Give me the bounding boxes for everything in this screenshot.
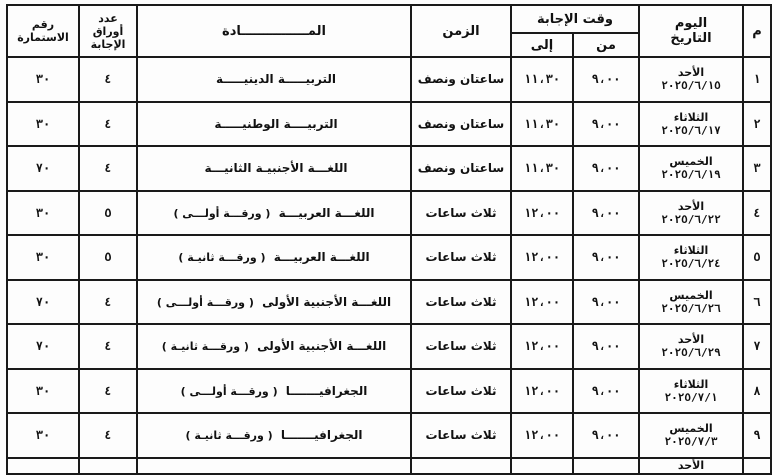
row-day-date xyxy=(639,413,743,458)
row-paper: ( ورقـــة ثانيـة ) xyxy=(178,251,266,265)
row-index: ١ xyxy=(743,57,771,102)
row-duration: ثلاث ساعات xyxy=(411,280,511,325)
row-date: ٢٠٢٥/٦/١٥ xyxy=(661,79,721,93)
row-sheets: ٤ xyxy=(79,324,137,369)
row-subject-cell xyxy=(137,324,411,369)
header-day-date xyxy=(639,5,743,57)
row-day-date xyxy=(639,191,743,236)
row-day-date xyxy=(639,102,743,147)
table-body xyxy=(7,57,771,474)
row-date: ٢٠٢٥/٧/١ xyxy=(664,390,718,404)
row-date: ٢٠٢٥/٦/٢٦ xyxy=(661,301,721,315)
row-form: ٣٠ xyxy=(7,369,79,414)
row-from: ٩،٠٠ xyxy=(573,57,639,102)
row-from: ٩،٠٠ xyxy=(573,102,639,147)
row-subject: اللغـــة العربيـــة xyxy=(278,205,375,220)
row-to: ١١،٣٠ xyxy=(511,102,573,147)
row-paper: ( ورقـــة ثانيـة ) xyxy=(185,429,273,443)
table-row xyxy=(7,102,771,147)
header-sheets-line3: الإجابة xyxy=(90,37,126,51)
row-subject: اللغـــة الأجنبية الأولى xyxy=(257,339,387,354)
row-day: الثلاثاء xyxy=(673,110,709,124)
row-to: ١٢،٠٠ xyxy=(511,191,573,236)
row-paper: ( ورقـــة أولـــى ) xyxy=(180,384,278,398)
header-duration: الزمن xyxy=(411,5,511,57)
row-index: ٤ xyxy=(743,191,771,236)
header-form xyxy=(7,5,79,57)
row-index: ٧ xyxy=(743,324,771,369)
row-to: ١٢،٠٠ xyxy=(511,369,573,414)
row-duration: ثلاث ساعات xyxy=(411,324,511,369)
header-subject: المـــــــــــــــادة xyxy=(137,5,411,57)
row-subject-cell xyxy=(137,280,411,325)
row-subject: اللغـــة الأجنبية الأولى xyxy=(262,294,392,309)
header-to: إلى xyxy=(511,33,573,57)
row-index: ٥ xyxy=(743,235,771,280)
row-paper: ( ورقـــة أولـــى ) xyxy=(173,206,271,220)
header-date: التاريخ xyxy=(670,31,712,46)
exam-schedule-table xyxy=(6,4,772,475)
row-subject: التربيــــة الوطنيـــــة xyxy=(214,116,338,131)
row-index: ٩ xyxy=(743,413,771,458)
row-to: ١٢،٠٠ xyxy=(511,280,573,325)
row-subject: الجغرافيـــــــا xyxy=(285,383,368,398)
header-sheets-line2: أوراق xyxy=(92,24,124,38)
table-row xyxy=(7,324,771,369)
row-subject-cell xyxy=(137,369,411,414)
table-header xyxy=(7,5,771,57)
table-row xyxy=(7,280,771,325)
row-duration: ثلاث ساعات xyxy=(411,413,511,458)
row-sheets: ٤ xyxy=(79,146,137,191)
row-from: ٩،٠٠ xyxy=(573,235,639,280)
row-date: ٢٠٢٥/٧/٣ xyxy=(664,435,718,449)
header-answer-time: وقت الإجابة xyxy=(511,5,639,33)
partial-cell xyxy=(573,458,639,474)
partial-cell xyxy=(511,458,573,474)
row-day: الأحد xyxy=(677,66,705,80)
row-to: ١١،٣٠ xyxy=(511,146,573,191)
row-duration: ثلاث ساعات xyxy=(411,235,511,280)
table-row xyxy=(7,146,771,191)
row-day-date xyxy=(639,369,743,414)
header-sheets xyxy=(79,5,137,57)
row-from: ٩،٠٠ xyxy=(573,324,639,369)
table-row xyxy=(7,369,771,414)
row-from: ٩،٠٠ xyxy=(573,369,639,414)
row-paper: ( ورقـــة أولـــى ) xyxy=(156,295,254,309)
header-sheets-line1: عدد xyxy=(98,11,118,25)
row-from: ٩،٠٠ xyxy=(573,146,639,191)
row-duration: ساعتان ونصف xyxy=(411,146,511,191)
row-day-date xyxy=(639,146,743,191)
row-date: ٢٠٢٥/٦/٢٩ xyxy=(661,346,721,360)
row-day: الأحد xyxy=(677,333,705,347)
row-day-date xyxy=(639,280,743,325)
row-form: ٣٠ xyxy=(7,235,79,280)
row-sheets: ٤ xyxy=(79,102,137,147)
row-to: ١٢،٠٠ xyxy=(511,235,573,280)
row-subject: اللغـــة العربيـــة xyxy=(273,250,370,265)
row-to: ١٢،٠٠ xyxy=(511,324,573,369)
row-day: الخميس xyxy=(669,422,713,436)
row-subject-cell xyxy=(137,146,411,191)
partial-cell xyxy=(79,458,137,474)
row-paper: ( ورقـــة ثانيـة ) xyxy=(161,340,249,354)
row-date: ٢٠٢٥/٦/٢٤ xyxy=(661,257,721,271)
row-form: ٣٠ xyxy=(7,413,79,458)
row-day-date xyxy=(639,235,743,280)
row-date: ٢٠٢٥/٦/٢٢ xyxy=(661,212,721,226)
row-subject-cell xyxy=(137,235,411,280)
row-to: ١١،٣٠ xyxy=(511,57,573,102)
row-day-date xyxy=(639,324,743,369)
row-sheets: ٤ xyxy=(79,280,137,325)
row-index: ٢ xyxy=(743,102,771,147)
row-subject: التربيـــــة الدينيـــــة xyxy=(216,72,336,87)
row-index: ٨ xyxy=(743,369,771,414)
partial-cell xyxy=(743,458,771,474)
row-day: الثلاثاء xyxy=(673,244,709,258)
row-form: ٣٠ xyxy=(7,102,79,147)
row-form: ٧٠ xyxy=(7,280,79,325)
partial-cell xyxy=(7,458,79,474)
partial-cell: الأحد xyxy=(639,458,743,474)
row-duration: ثلاث ساعات xyxy=(411,369,511,414)
row-sheets: ٤ xyxy=(79,369,137,414)
partial-cell xyxy=(411,458,511,474)
partial-cell xyxy=(137,458,411,474)
header-day: اليوم xyxy=(674,16,708,31)
row-duration: ثلاث ساعات xyxy=(411,191,511,236)
table-row xyxy=(7,235,771,280)
row-index: ٦ xyxy=(743,280,771,325)
row-form: ٣٠ xyxy=(7,57,79,102)
row-sheets: ٤ xyxy=(79,413,137,458)
row-day: الخميس xyxy=(669,155,713,169)
row-subject-cell xyxy=(137,191,411,236)
row-subject-cell xyxy=(137,413,411,458)
row-subject: اللغـــة الأجنبيـة الثانيـــة xyxy=(204,161,348,176)
row-subject-cell xyxy=(137,102,411,147)
row-to: ١٢،٠٠ xyxy=(511,413,573,458)
row-form: ٣٠ xyxy=(7,191,79,236)
row-date: ٢٠٢٥/٦/١٧ xyxy=(661,123,721,137)
table-row xyxy=(7,191,771,236)
row-sheets: ٥ xyxy=(79,235,137,280)
row-from: ٩،٠٠ xyxy=(573,191,639,236)
row-from: ٩،٠٠ xyxy=(573,413,639,458)
row-day: الخميس xyxy=(669,288,713,302)
header-form-line2: الاستمارة xyxy=(17,31,69,44)
row-subject: الجغرافيـــــــا xyxy=(280,428,363,443)
row-day-date xyxy=(639,57,743,102)
row-sheets: ٤ xyxy=(79,57,137,102)
header-form-line1: رقم xyxy=(31,18,55,31)
row-duration: ساعتان ونصف xyxy=(411,102,511,147)
row-index: ٣ xyxy=(743,146,771,191)
row-day: الأحد xyxy=(677,199,705,213)
row-duration: ساعتان ونصف xyxy=(411,57,511,102)
row-sheets: ٥ xyxy=(79,191,137,236)
header-from: من xyxy=(573,33,639,57)
header-index: م xyxy=(743,5,771,57)
row-from: ٩،٠٠ xyxy=(573,280,639,325)
row-day: الثلاثاء xyxy=(673,377,709,391)
row-date: ٢٠٢٥/٦/١٩ xyxy=(661,168,721,182)
table-row-partial xyxy=(7,458,771,474)
table-row xyxy=(7,413,771,458)
table-row xyxy=(7,57,771,102)
row-form: ٧٠ xyxy=(7,146,79,191)
row-form: ٧٠ xyxy=(7,324,79,369)
row-subject-cell xyxy=(137,57,411,102)
